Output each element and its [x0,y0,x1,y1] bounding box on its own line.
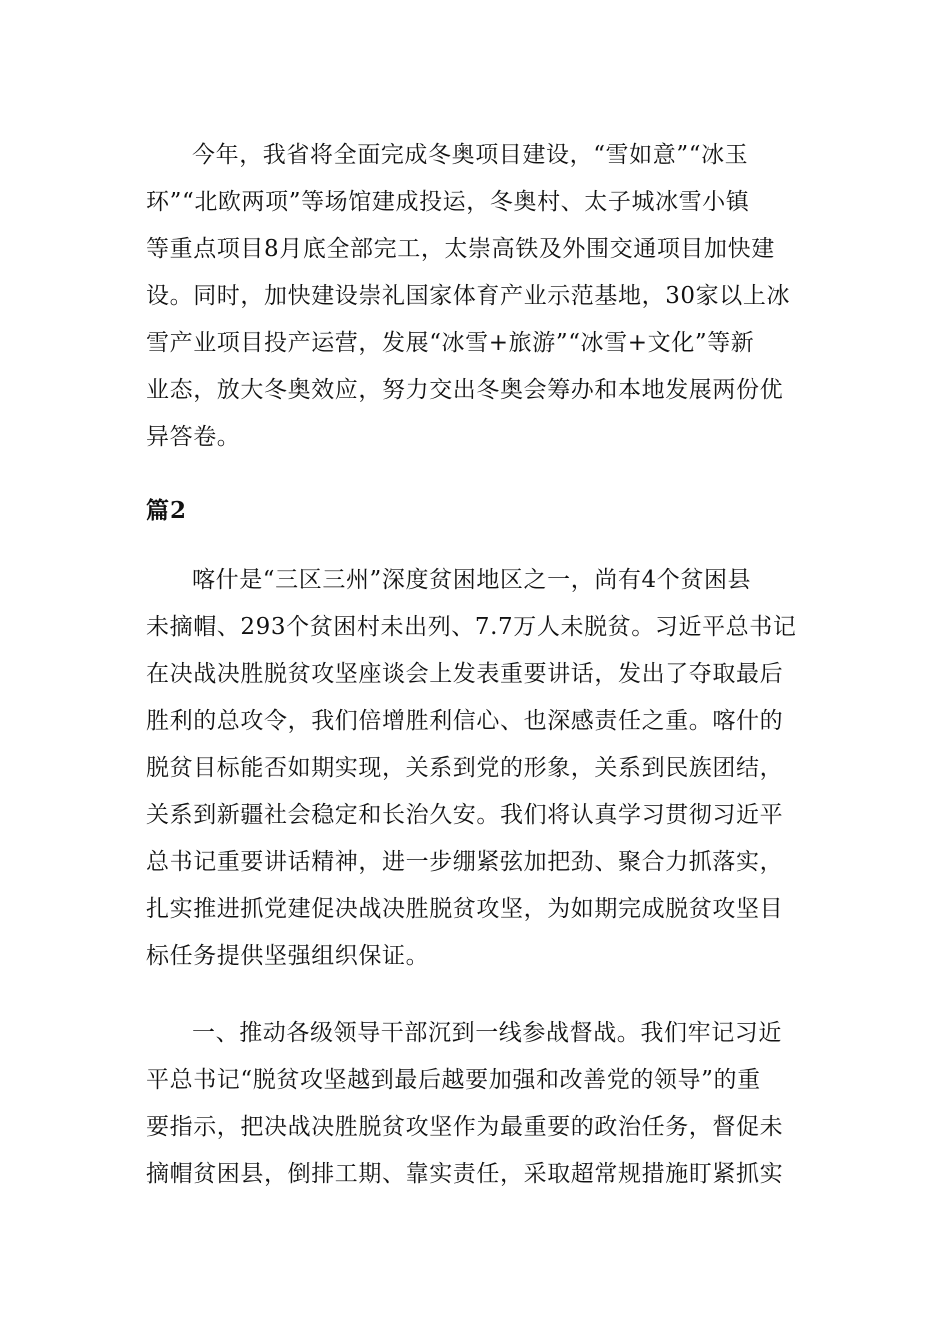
paragraph-2-line-7: 总书记重要讲话精神，进一步绷紧弦加把劲、聚合力抓落实， [146,849,784,875]
paragraph-1-line-7: 异答卷。 [146,424,241,450]
paragraph-3-line-2: 平总书记“脱贫攻坚越到最后越要加强和改善党的领导”的重 [146,1067,761,1093]
paragraph-3-line-1: 一、推动各级领导干部沉到一线参战督战。我们牢记习近 [192,1020,782,1046]
section-heading: 篇2 [146,497,188,524]
paragraph-2-line-2: 未摘帽、293个贫困村未出列、7.7万人未脱贫。习近平总书记 [146,614,797,640]
paragraph-1-line-3: 等重点项目8月底全部完工，太崇高铁及外围交通项目加快建 [146,236,775,262]
paragraph-1-line-4: 设。同时，加快建设崇礼国家体育产业示范基地，30家以上冰 [146,283,791,309]
paragraph-1-line-6: 业态，放大冬奥效应，努力交出冬奥会筹办和本地发展两份优 [146,377,784,403]
paragraph-1-line-1: 今年，我省将全面完成冬奥项目建设，“雪如意”“冰玉 [192,142,749,168]
paragraph-1-line-2: 环”“北欧两项”等场馆建成投运，冬奥村、太子城冰雪小镇 [146,189,750,215]
paragraph-3-line-4: 摘帽贫困县，倒排工期、靠实责任，采取超常规措施盯紧抓实 [146,1161,784,1187]
paragraph-2-line-3: 在决战决胜脱贫攻坚座谈会上发表重要讲话，发出了夺取最后 [146,661,784,687]
paragraph-2-line-5: 脱贫目标能否如期实现，关系到党的形象，关系到民族团结， [146,755,784,781]
paragraph-2-line-1: 喀什是“三区三州”深度贫困地区之一，尚有4个贫困县 [192,567,752,593]
paragraph-1-line-5: 雪产业项目投产运营，发展“冰雪+旅游”“冰雪+文化”等新 [146,330,755,356]
paragraph-2-line-9: 标任务提供坚强组织保证。 [146,943,430,969]
paragraph-2-line-8: 扎实推进抓党建促决战决胜脱贫攻坚，为如期完成脱贫攻坚目 [146,896,784,922]
paragraph-3-line-3: 要指示，把决战决胜脱贫攻坚作为最重要的政治任务，督促未 [146,1114,784,1140]
paragraph-2-line-6: 关系到新疆社会稳定和长治久安。我们将认真学习贯彻习近平 [146,802,784,828]
paragraph-2-line-4: 胜利的总攻令，我们倍增胜利信心、也深感责任之重。喀什的 [146,708,784,734]
